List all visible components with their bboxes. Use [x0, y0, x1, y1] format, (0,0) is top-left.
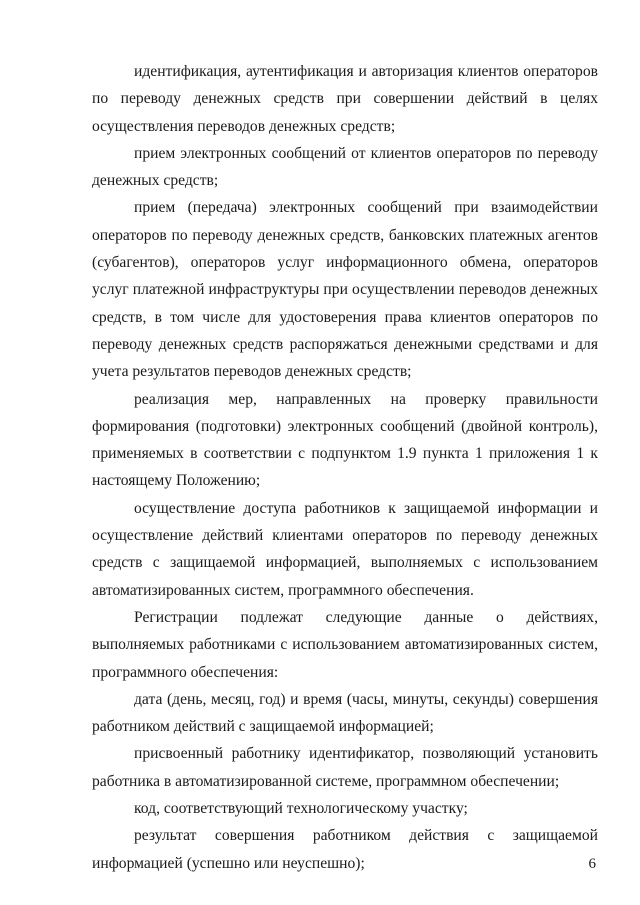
page-number: 6	[588, 856, 596, 872]
paragraph: идентификация, аутентификация и авторизация клиентов операторов по переводу денежных средств при совершении действий в целях осуществления переводов денежных средств;	[92, 63, 598, 135]
paragraph: результат совершения работником действия с защищаемой информацией (успешно или неуспешно);	[92, 827, 598, 872]
paragraph: код, соответствующий технологическому участку;	[134, 800, 468, 818]
paragraph: прием (передача) электронных сообщений при взаимодействии операторов по переводу денежных средств, банковских платежных агентов (субагентов), операторов услуг информационного обмена, операторов услуг платежной инфраструктуры при осуществлении переводов денежных средств, в том числе для удостоверения права клиентов операторов по переводу денежных средств распоряжаться денежными средствами и для учета результатов переводов денежных средств;	[92, 199, 598, 381]
paragraph: Регистрации подлежат следующие данные о действиях, выполняемых работниками с использованием автоматизированных систем, программного обеспечения:	[92, 608, 598, 681]
paragraph: присвоенный работнику идентификатор, позволяющий установить работника в автоматизированной системе, программном обеспечении;	[92, 745, 598, 790]
paragraph: реализация мер, направленных на проверку правильности формирования (подготовки) электронных сообщений (двойной контроль), применяемых в соответствии с подпунктом 1.9 пункта 1 приложения 1 к настоящему Положению;	[92, 390, 598, 490]
paragraph: осуществление доступа работников к защищаемой информации и осуществление действий клиентами операторов по переводу денежных средств с защищаемой информацией, выполняемых с использованием автоматизированных систем, программного обеспечения.	[92, 499, 598, 599]
body-text	[92, 58, 598, 877]
paragraph: прием электронных сообщений от клиентов операторов по переводу денежных средств;	[92, 144, 598, 190]
paragraph: дата (день, месяц, год) и время (часы, минуты, секунды) совершения работником действий с защищаемой информацией;	[92, 690, 598, 736]
